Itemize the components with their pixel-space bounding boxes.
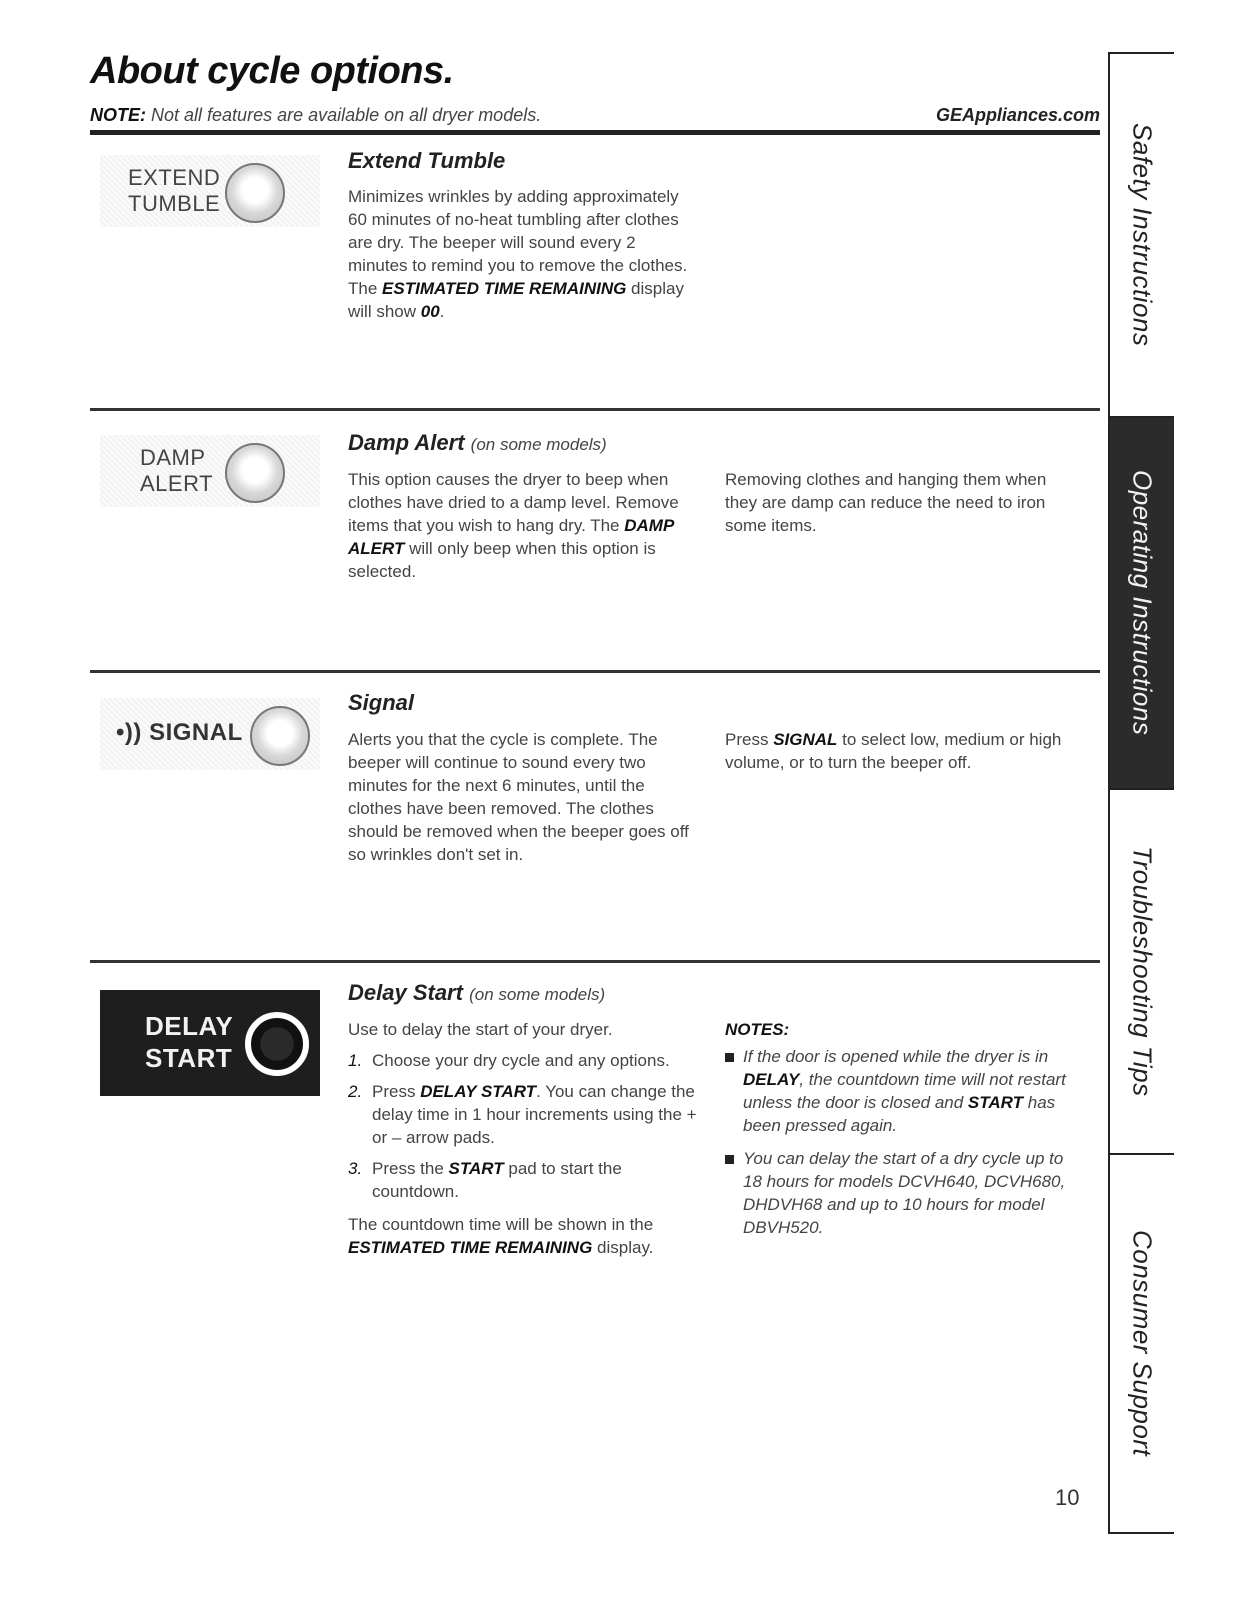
- delay-start-label-line1: DELAY: [145, 1011, 234, 1041]
- damp-alert-tip: Removing clothes and hanging them when they are damp can reduce the need to iron some items.: [725, 470, 1047, 535]
- note-item-2: [725, 1147, 1075, 1239]
- damp-alert-button-icon: [225, 443, 285, 503]
- delay-start-button-icon: [245, 1012, 309, 1076]
- signal-tip: [725, 728, 1080, 774]
- damp-alert-text-1: This option causes the dryer to beep when clothes have dried to a damp level. Remove items that you wish to hang dry. The: [348, 470, 679, 535]
- step-text-bold: START: [448, 1159, 504, 1178]
- section-divider: [90, 408, 1100, 411]
- note-text: If the door is opened while the dryer is in: [743, 1047, 1049, 1066]
- damp-alert-control: [100, 435, 320, 507]
- delay-start-control-label: [145, 1010, 233, 1074]
- note-item-1: [725, 1045, 1075, 1137]
- step-text: Press the: [372, 1159, 449, 1178]
- note-text: Not all features are available on all dryer models.: [151, 105, 542, 125]
- note-label: NOTE:: [90, 105, 146, 125]
- header-divider: [90, 130, 1100, 135]
- note-text: , the countdown time will not restart unless the door is closed and: [743, 1070, 1066, 1112]
- step-text: Choose your dry cycle and any options.: [372, 1051, 670, 1070]
- bullet-icon: [725, 1053, 734, 1062]
- delay-start-outro: [348, 1213, 703, 1259]
- tab-label: Consumer Support: [1127, 1230, 1158, 1457]
- step-text: pad to start the countdown.: [372, 1159, 622, 1201]
- extend-tumble-button-icon: [225, 163, 285, 223]
- delay-start-label-line2: START: [145, 1043, 233, 1073]
- note-text-bold: START: [967, 1093, 1024, 1112]
- note-text: You can delay the start of a dry cycle up to 18 hours for models DCVH640, DCVH680, DHDVH68 and up to 10 hours for model DBVH520.: [743, 1149, 1066, 1237]
- damp-alert-label-line1: DAMP: [140, 445, 206, 470]
- signal-control-text: SIGNAL: [149, 719, 243, 746]
- extend-tumble-control: [100, 155, 320, 227]
- bullet-icon: [725, 1155, 734, 1164]
- outro-text-bold: ESTIMATED TIME REMAINING: [348, 1238, 593, 1257]
- note-text-bold: DELAY: [743, 1070, 800, 1089]
- sound-waves-icon: •)): [116, 719, 142, 746]
- note-text: has been pressed again.: [743, 1093, 1056, 1135]
- extend-tumble-control-label: [128, 165, 220, 217]
- step-text-bold: DELAY START: [420, 1082, 537, 1101]
- delay-start-step-3: [348, 1157, 703, 1203]
- tab-troubleshooting-tips[interactable]: [1110, 790, 1174, 1155]
- step-number: 2.: [348, 1082, 363, 1101]
- section-tabs: [1108, 52, 1174, 1534]
- extend-tumble-text-3: .: [439, 302, 445, 321]
- extend-tumble-label-line1: EXTEND: [128, 165, 221, 190]
- damp-alert-heading-text: Damp Alert: [348, 430, 465, 455]
- delay-start-control: [100, 990, 320, 1096]
- extend-tumble-text-bold: ESTIMATED TIME REMAINING: [382, 279, 627, 298]
- delay-start-instructions: [348, 1018, 703, 1259]
- signal-button-icon: [250, 706, 310, 766]
- outro-text: display.: [592, 1238, 654, 1257]
- delay-start-step-2: [348, 1080, 703, 1149]
- tab-label: Troubleshooting Tips: [1127, 846, 1158, 1097]
- signal-control-label: [116, 720, 243, 746]
- damp-alert-text-2: will only beep when this option is selected.: [348, 539, 656, 581]
- extend-tumble-label-line2: TUMBLE: [128, 191, 221, 216]
- section-divider: [90, 670, 1100, 673]
- page-number: 10: [1055, 1485, 1080, 1510]
- extend-tumble-text-2: display will show: [348, 279, 684, 321]
- signal-control: [100, 698, 320, 770]
- delay-start-step-1: [348, 1049, 703, 1072]
- signal-heading: Signal: [348, 690, 415, 715]
- extend-tumble-text-1: Minimizes wrinkles by adding approximately 60 minutes of no-heat tumbling after clothes are dry. The beeper will sound every 2 minutes to remind you to remove the clothes. The: [348, 187, 688, 298]
- step-number: 3.: [348, 1159, 363, 1178]
- signal-tip-text-2: to select low, medium or high volume, or to turn the beeper off.: [725, 730, 1062, 772]
- extend-tumble-description: [348, 185, 698, 323]
- notes-title: NOTES:: [725, 1020, 790, 1039]
- step-number: 1.: [348, 1051, 363, 1070]
- damp-alert-heading-note: (on some models): [470, 435, 607, 454]
- header-note: [90, 105, 541, 126]
- damp-alert-label-line2: ALERT: [140, 471, 214, 496]
- step-text: Press: [372, 1082, 421, 1101]
- damp-alert-control-label: [140, 445, 213, 497]
- tab-operating-instructions[interactable]: [1110, 418, 1174, 790]
- site-url: GEAppliances.com: [935, 105, 1100, 125]
- step-text: . You can change the delay time in 1 hour increments using the + or – arrow pads.: [372, 1082, 697, 1147]
- tab-label: Operating Instructions: [1127, 470, 1158, 736]
- damp-alert-text-bold: DAMP ALERT: [348, 516, 674, 558]
- page-title: About cycle options.: [90, 50, 454, 92]
- outro-text: The countdown time will be shown in the: [348, 1215, 654, 1234]
- damp-alert-description: [348, 468, 708, 583]
- signal-tip-text-1: Press: [725, 730, 774, 749]
- section-divider: [90, 960, 1100, 963]
- extend-tumble-display-value: 00: [420, 302, 440, 321]
- damp-alert-heading: [348, 430, 607, 456]
- tab-safety-instructions[interactable]: [1110, 54, 1174, 418]
- signal-tip-text-bold: SIGNAL: [773, 730, 838, 749]
- delay-start-heading: [348, 980, 605, 1006]
- delay-start-intro: Use to delay the start of your dryer.: [348, 1020, 613, 1039]
- tab-label: Safety Instructions: [1127, 123, 1158, 347]
- signal-description: Alerts you that the cycle is complete. The beeper will continue to sound every two minutes for the next 6 minutes, until the clothes have been removed. The clothes should be removed when the beeper goes off so wrinkles don't set in.: [348, 730, 689, 864]
- delay-start-heading-text: Delay Start: [348, 980, 463, 1005]
- delay-start-notes: [725, 1018, 1075, 1239]
- delay-start-heading-note: (on some models): [469, 985, 606, 1004]
- tab-consumer-support[interactable]: [1110, 1155, 1174, 1532]
- extend-tumble-heading: Extend Tumble: [348, 148, 506, 173]
